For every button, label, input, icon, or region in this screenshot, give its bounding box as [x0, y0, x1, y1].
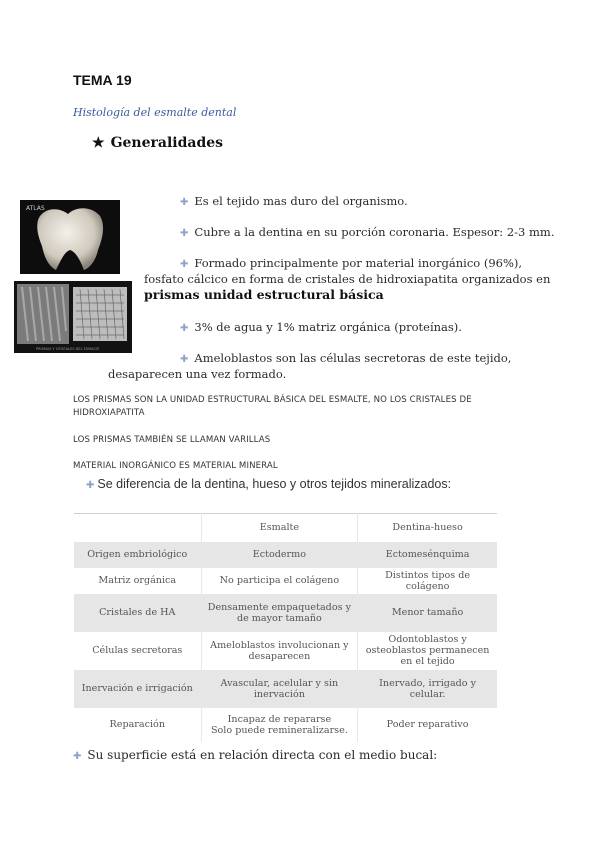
cross-bullet-icon: ✚	[180, 259, 189, 270]
bullet-text: Es el tejido mas duro del organismo.	[194, 194, 408, 208]
bullet-text: Formado principalmente por material inorgánico (96%),	[194, 256, 523, 270]
difference-bullet	[86, 477, 451, 491]
page-subtitle: Histología del esmalte dental	[73, 106, 237, 119]
difference-text: Se diferencia de la dentina, hueso y otros tejidos mineralizados:	[97, 477, 452, 491]
cross-bullet-icon: ✚	[180, 354, 189, 365]
star-icon: ★	[92, 135, 105, 151]
tooth-image	[20, 200, 120, 274]
bullet-text: Cubre a la dentina en su porción coronaria. Espesor: 2-3 mm.	[194, 225, 555, 239]
prism-crystal-image	[14, 281, 132, 353]
table-cell: Origen embriológico	[74, 542, 201, 568]
table-row	[74, 632, 497, 670]
section-heading-label: Generalidades	[110, 135, 224, 151]
table-cell: Avascular, acelular y sin inervación	[201, 670, 358, 708]
table-cell: Cristales de HA	[74, 594, 201, 632]
table-cell: Inervación e irrigación	[74, 670, 201, 708]
section-heading	[92, 135, 223, 151]
tooth-image-label: ATLAS	[26, 205, 45, 212]
table-header-row	[74, 514, 497, 542]
bullet-continuation: fosfato cálcico en forma de cristales de hidroxiapatita organizados en	[144, 272, 551, 286]
bullet-item	[73, 747, 437, 765]
table-cell: Odontoblastos y osteoblastos permanecen en el tejido	[365, 634, 490, 667]
cross-bullet-icon: ✚	[180, 228, 189, 239]
table-row	[74, 670, 497, 708]
table-header-cell	[74, 514, 201, 542]
bullet-item	[180, 319, 462, 337]
table-header-cell: Esmalte	[201, 514, 358, 542]
note-line: HIDROXIAPATITA	[73, 408, 145, 418]
table-row	[74, 708, 497, 742]
bullet-bold-text: prismas unidad estructural básica	[144, 287, 384, 302]
note-line: LOS PRISMAS TAMBIÉN SE LLAMAN VARILLAS	[73, 435, 271, 445]
table-cell: Reparación	[74, 708, 201, 742]
bullet-item	[180, 224, 554, 242]
page-title: TEMA 19	[73, 72, 132, 88]
table-cell: Ectomesénquima	[358, 542, 497, 568]
table-cell: Matriz orgánica	[74, 568, 201, 594]
cross-bullet-icon: ✚	[73, 751, 82, 762]
bullet-text: 3% de agua y 1% matriz orgánica (proteínas).	[194, 320, 462, 334]
comparison-table	[74, 513, 497, 742]
bullet-continuation: desaparecen una vez formado.	[108, 367, 287, 381]
table-cell: Incapaz de repararse Solo puede remineralizarse.	[201, 708, 358, 742]
table-cell: Ectodermo	[201, 542, 358, 568]
cross-bullet-icon: ✚	[86, 480, 95, 491]
table-cell: No participa el colágeno	[201, 568, 358, 594]
table-cell: Poder reparativo	[386, 719, 469, 730]
table-header-cell: Dentina-hueso	[358, 514, 497, 542]
bullet-item	[180, 193, 408, 211]
table-cell: Menor tamaño	[358, 594, 497, 632]
cross-bullet-icon: ✚	[180, 323, 189, 334]
table-row	[74, 542, 497, 568]
prism-image-caption: PRISMAS Y CRISTALES DEL ESMALTE	[36, 347, 100, 351]
cross-bullet-icon: ✚	[180, 197, 189, 208]
table-cell: Distintos tipos de colágeno	[385, 569, 471, 592]
table-cell: Inervado, irrigado y celular.	[358, 670, 497, 708]
table-cell: Densamente empaquetados y de mayor tamaño	[201, 594, 358, 632]
table-cell: Ameloblastos involucionan y desaparecen	[201, 632, 358, 670]
bullet-text: Su superficie está en relación directa con el medio bucal:	[87, 748, 438, 762]
bullet-text: Ameloblastos son las células secretoras de este tejido,	[194, 351, 512, 365]
table-cell: Células secretoras	[74, 632, 201, 670]
table-row	[74, 594, 497, 632]
note-line: MATERIAL INORGÁNICO ES MATERIAL MINERAL	[73, 461, 278, 471]
note-line: LOS PRISMAS SON LA UNIDAD ESTRUCTURAL BÁSICA DEL ESMALTE, NO LOS CRISTALES DE	[73, 395, 472, 405]
table-row	[74, 568, 497, 594]
